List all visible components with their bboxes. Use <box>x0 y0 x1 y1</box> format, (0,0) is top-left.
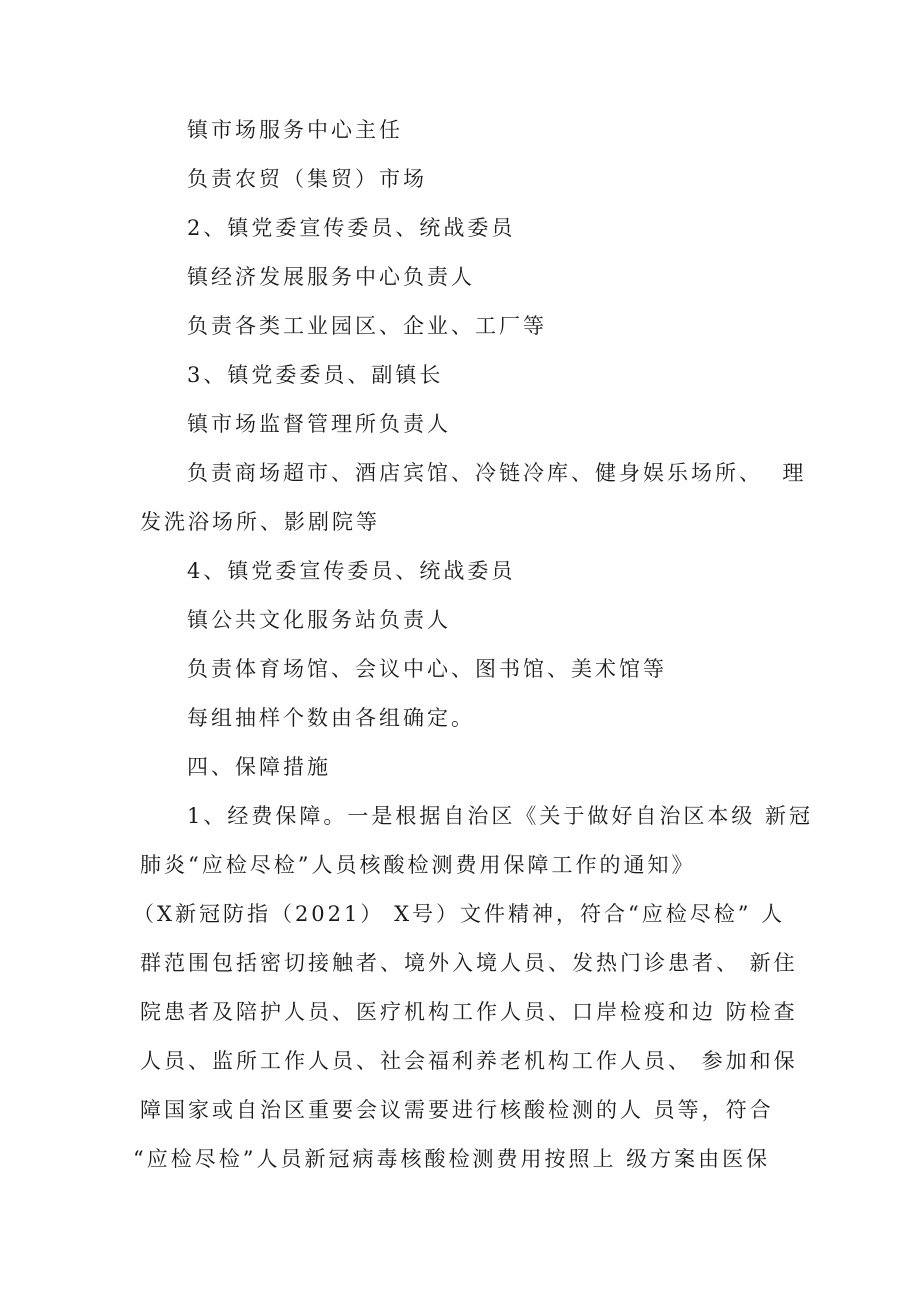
text-line-8: 负责商场超市、酒店宾馆、冷链冷库、健身娱乐场所、 理 <box>187 461 807 485</box>
text-line-3: 2、镇党委宣传委员、统战委员 <box>187 216 516 240</box>
text-line-10: 4、镇党委宣传委员、统战委员 <box>187 559 516 583</box>
text-line-19: 院患者及陪护人员、医疗机构工作人员、口岸检疫和边 防检查 <box>140 1000 798 1024</box>
text-line-5: 负责各类工业园区、企业、工厂等 <box>187 314 547 338</box>
section-heading: 四、保障措施 <box>187 755 331 779</box>
text-line-12: 负责体育场馆、会议中心、图书馆、美术馆等 <box>187 657 667 681</box>
text-line-17: （X新冠防指（2021） X号）文件精神，符合“应检尽检” 人 <box>133 902 786 926</box>
text-line-2: 负责农贸（集贸）市场 <box>187 167 427 191</box>
text-line-7: 镇市场监督管理所负责人 <box>187 412 451 436</box>
text-line-4: 镇经济发展服务中心负责人 <box>187 265 475 289</box>
text-line-21: 障国家或自治区重要会议需要进行核酸检测的人 员等，符合 <box>140 1098 774 1122</box>
text-line-11: 镇公共文化服务站负责人 <box>187 608 451 632</box>
text-line-22: “应检尽检”人员新冠病毒核酸检测费用按照上 级方案由医保 <box>133 1147 771 1171</box>
text-line-18: 群范围包括密切接触者、境外入境人员、发热门诊患者、 新住 <box>140 951 798 975</box>
text-line-15: 1、经费保障。一是根据自治区《关于做好自治区本级 新冠 <box>187 804 814 828</box>
text-line-16: 肺炎“应检尽检”人员核酸检测费用保障工作的通知》 <box>140 853 696 877</box>
text-line-20: 人员、监所工作人员、社会福利养老机构工作人员、 参加和保 <box>140 1049 798 1073</box>
text-line-6: 3、镇党委委员、副镇长 <box>187 363 444 387</box>
text-line-13: 每组抽样个数由各组确定。 <box>187 706 475 730</box>
text-line-1: 镇市场服务中心主任 <box>187 118 403 142</box>
text-line-9: 发洗浴场所、影剧院等 <box>140 510 380 534</box>
